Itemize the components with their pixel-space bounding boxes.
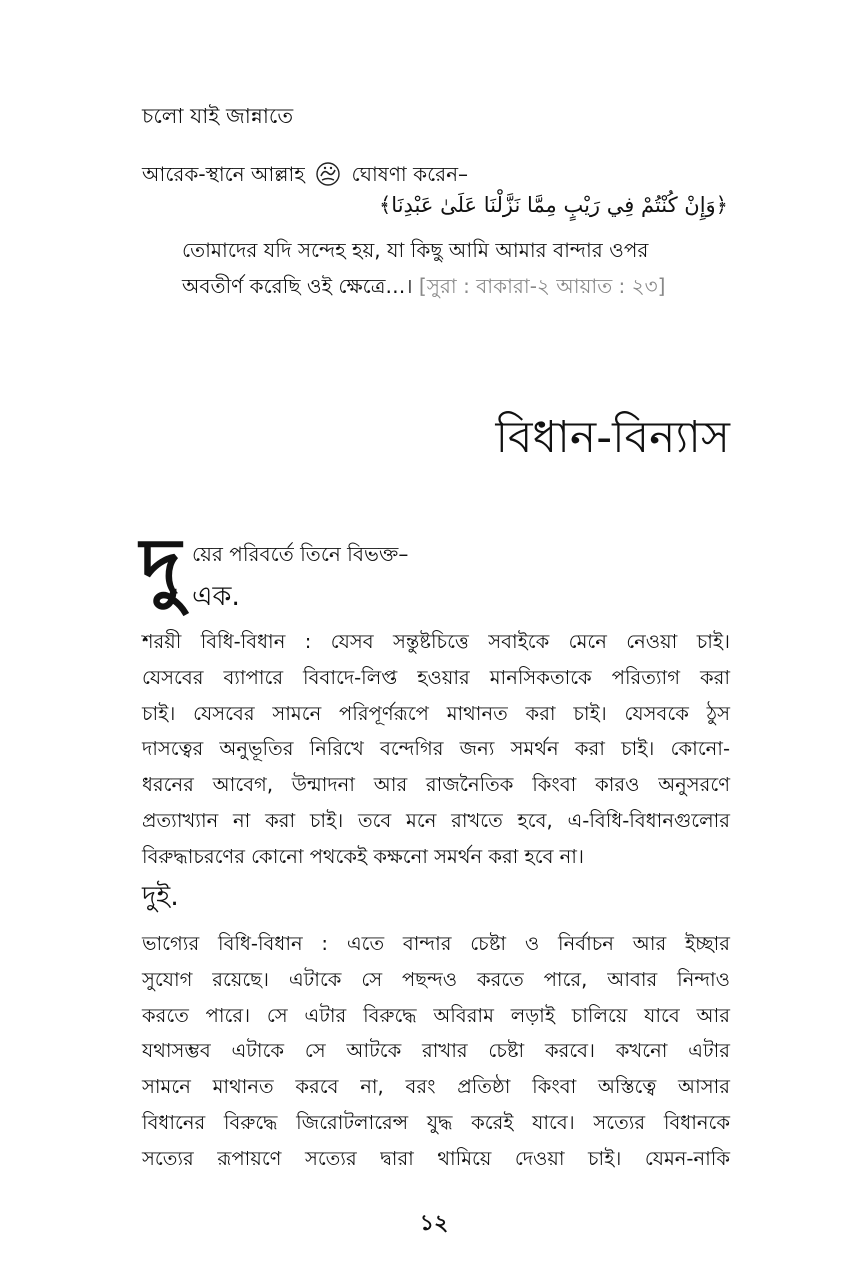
arabic-verse: ﴿وَإِنْ كُنْتُمْ فِي رَيْبٍ مِمَّا نَزَّلْنَا عَلَىٰ عَبْدِنَا﴾ — [378, 193, 728, 217]
page-number: ১২ — [419, 1211, 449, 1236]
text-line: সত্যের রূপায়ণে সত্যের দ্বারা থামিয়ে দেওয়া চাই। যেমন-নাকি — [142, 1146, 730, 1170]
intro-text: আরেক-স্থানে আল্লাহ — [142, 162, 305, 186]
translation-line: তোমাদের যদি সন্দেহ হয়, যা কিছু আমি আমার বান্দার ওপর — [182, 238, 649, 262]
text-line: দাসত্বের অনুভূতির নিরিখে বন্দেগির জন্য সমর্থন করা চাই। কোনো- — [142, 737, 730, 761]
text-line: চাই। যেসবের সামনে পরিপূর্ণরূপে মাথানত করা চাই। যেসবকে ঠুস — [142, 701, 730, 725]
text-line: ভাগ্যের বিধি-বিধান : এতে বান্দার চেষ্টা ও নির্বাচন আর ইচ্ছার — [142, 932, 730, 955]
section-title: বিধান-বিন্যাস — [495, 412, 730, 463]
salawat-icon — [315, 161, 341, 187]
text-line: প্রত্যাখ্যান না করা চাই। তবে মনে রাখতে হবে, এ-বিধি-বিধানগুলোর — [142, 808, 730, 832]
drop-cap: দু — [140, 521, 181, 612]
intro-text-end: ঘোষণা করেন– — [351, 162, 469, 186]
intro-line — [142, 160, 468, 193]
text-line: বিধানের বিরুদ্ধে জিরোটলারেন্স যুদ্ধ করেই যাবে। সত্যের বিধানকে — [142, 1110, 730, 1134]
text-line: বিরুদ্ধাচরণের কোনো পথকেই কক্ষনো সমর্থন করা হবে না। — [142, 844, 584, 868]
paragraph-one — [142, 624, 730, 875]
subheading-one: এক. — [192, 581, 241, 612]
running-header: চলো যাই জান্নাতে — [142, 104, 294, 128]
paragraph-two — [142, 926, 730, 1177]
text-line: সামনে মাথানত করবে না, বরং প্রতিষ্ঠা কিংবা অস্তিত্বে আসার — [142, 1075, 730, 1099]
verse-reference: [সুরা : বাকারা-২ আয়াত : ২৩] — [418, 274, 666, 298]
translation-line — [182, 268, 728, 304]
text-line: যেসবের ব্যাপারে বিবাদে-লিপ্ত হওয়ার মানসিকতাকে পরিত্যাগ করা — [142, 665, 730, 689]
lead-line: য়ের পরিবর্তে তিনে বিভক্ত– — [192, 542, 409, 566]
translation-text: অবতীর্ণ করেছি ওই ক্ষেত্রে…। — [182, 274, 413, 298]
subheading-two: দুই. — [142, 881, 179, 912]
text-line: ধরনের আবেগ, উন্মাদনা আর রাজনৈতিক কিংবা কারও অনুসরণে — [142, 773, 730, 797]
text-line: সুযোগ রয়েছে। এটাকে সে পছন্দও করতে পারে, আবার নিন্দাও — [142, 967, 730, 991]
text-line: শরয়ী বিধি-বিধান : যেসব সন্তুষ্টচিত্তে সবাইকে মেনে নেওয়া চাই। — [142, 630, 730, 653]
text-line: করতে পারে। সে এটার বিরুদ্ধে অবিরাম লড়াই চালিয়ে যাবে আর — [142, 1003, 730, 1027]
text-line: যথাসম্ভব এটাকে সে আটকে রাখার চেষ্টা করবে। কখনো এটার — [142, 1039, 730, 1063]
